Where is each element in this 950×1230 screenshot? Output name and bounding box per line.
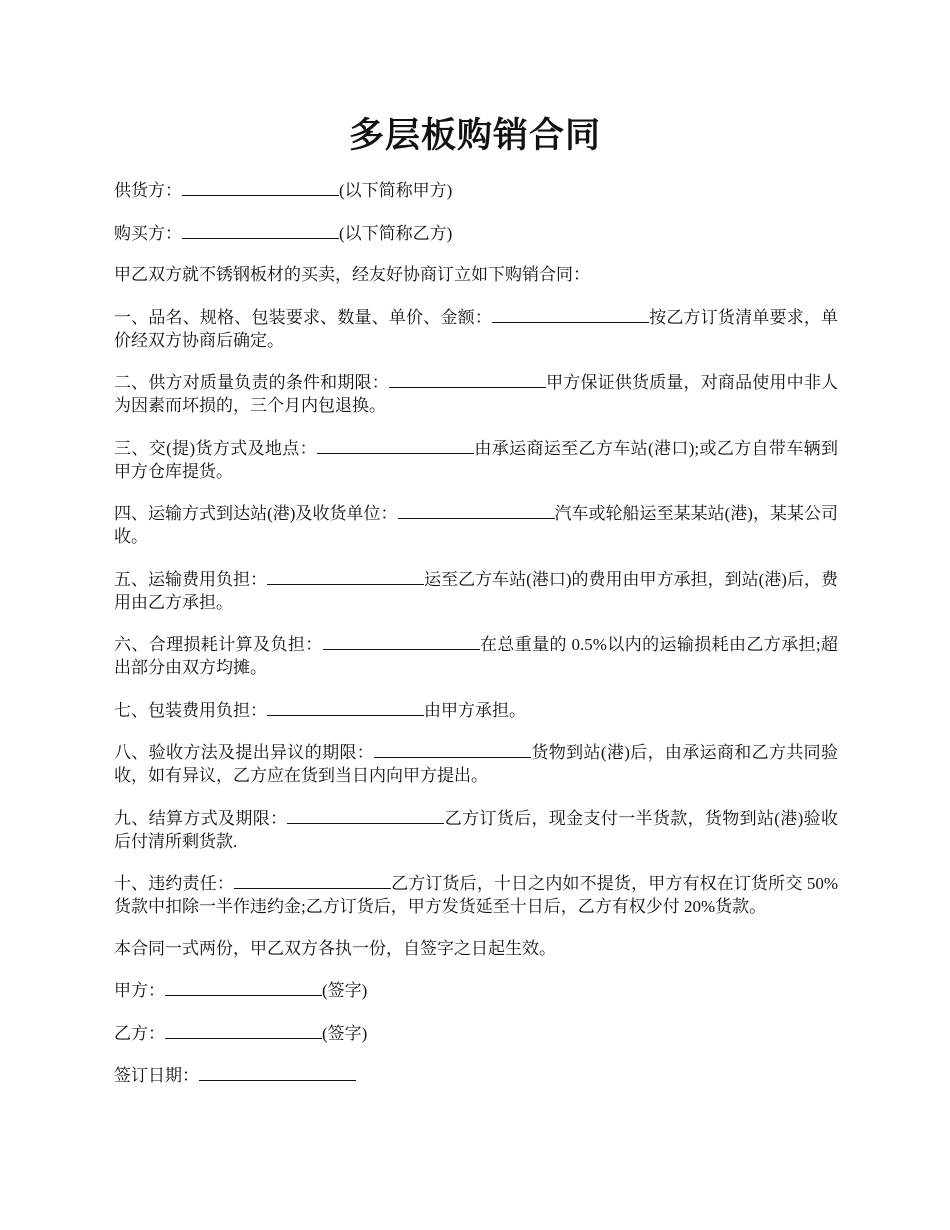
clause-text: 乙方订货后，现金支付一半货款，货物到站(港)验收后付清所剩货款.	[114, 808, 838, 851]
clause-label: 七、包装费用负担：	[114, 700, 267, 720]
clause-text: 乙方订货后，十日之内如不提货，甲方有权在订货所交 50%货款中扣除一半作违约金;乙方订货后，甲方发货延至十日后，乙方有权少付 20%货款。	[114, 874, 839, 916]
paragraph-text-before: 购买方：	[114, 223, 182, 243]
signature-note: (签字)	[322, 1023, 368, 1043]
paragraph-text-after: (以下简称乙方)	[339, 223, 453, 243]
date-label: 签订日期：	[114, 1066, 199, 1085]
blank-line	[234, 871, 391, 889]
clause-text: 按乙方订货清单要求，单价经双方协商后确定。	[114, 307, 838, 350]
signature-label: 甲方：	[114, 981, 165, 1000]
clause-6	[114, 632, 838, 679]
blank-line	[389, 370, 546, 388]
blank-line	[398, 501, 555, 519]
clause-label: 八、验收方法及提出异议的期限：	[114, 743, 375, 762]
signing-date-line	[114, 1063, 838, 1087]
clause-text: 货物到站(港)后，由承运商和乙方共同验收，如有异议，乙方应在货到当日内向甲方提出。	[114, 743, 839, 785]
effective-clause	[114, 937, 838, 960]
clause-3	[114, 436, 838, 483]
party-b-signature-line	[114, 1021, 838, 1045]
paragraph-text-after: (以下简称甲方)	[339, 181, 453, 200]
clause-2	[114, 370, 838, 417]
party-a-signature-line	[114, 978, 838, 1002]
intro-paragraph	[114, 263, 838, 286]
clause-label: 二、供方对质量负责的条件和期限：	[114, 373, 389, 392]
paragraph-text: 甲乙双方就不锈钢板材的买卖，经友好协商订立如下购销合同：	[114, 265, 590, 284]
clause-10	[114, 871, 838, 918]
clause-text: 在总重量的 0.5%以内的运输损耗由乙方承担;超出部分由双方均摊。	[114, 635, 839, 677]
blank-line	[287, 806, 444, 824]
clause-8	[114, 740, 838, 787]
signature-note: (签字)	[322, 981, 368, 1000]
blank-line	[267, 698, 424, 716]
buyer-line	[114, 221, 838, 245]
clause-text: 由甲方承担。	[424, 700, 526, 720]
blank-line	[165, 978, 322, 996]
clause-label: 三、交(提)货方式及地点：	[114, 438, 318, 458]
clause-4	[114, 501, 838, 548]
blank-line	[374, 740, 531, 758]
clause-text: 由承运商运至乙方车站(港口);或乙方自带车辆到甲方仓库提货。	[114, 438, 838, 481]
blank-line	[267, 567, 424, 585]
clause-5	[114, 567, 838, 614]
blank-line	[492, 305, 649, 323]
paragraph-text: 本合同一式两份，甲乙双方各执一份，自签字之日起生效。	[114, 938, 556, 958]
clause-label: 九、结算方式及期限：	[114, 808, 288, 828]
clause-label: 十、违约责任：	[114, 874, 234, 893]
clause-7	[114, 698, 838, 722]
clause-1	[114, 305, 838, 352]
clause-text: 汽车或轮船运至某某站(港)，某某公司收。	[114, 504, 838, 546]
blank-line	[317, 436, 474, 454]
paragraph-text-before: 供货方：	[114, 181, 182, 200]
blank-line	[182, 221, 339, 239]
clause-text: 甲方保证供货质量，对商品使用中非人为因素而坏损的，三个月内包退换。	[114, 373, 839, 415]
blank-line	[165, 1021, 322, 1039]
blank-line	[323, 632, 480, 650]
signature-label: 乙方：	[114, 1023, 165, 1043]
clause-text: 运至乙方车站(港口)的费用由甲方承担，到站(港)后，费用由乙方承担。	[114, 569, 838, 612]
blank-line	[199, 1063, 356, 1081]
document-body	[114, 178, 838, 1106]
supplier-line	[114, 178, 838, 202]
clause-9	[114, 806, 838, 853]
blank-line	[182, 178, 339, 196]
clause-label: 五、运输费用负担：	[114, 569, 268, 589]
document-title: 多层板购销合同	[348, 116, 601, 155]
clause-label: 一、品名、规格、包装要求、数量、单价、金额：	[114, 307, 492, 327]
clause-label: 六、合理损耗计算及负担：	[114, 635, 323, 654]
clause-label: 四、运输方式到达站(港)及收货单位：	[114, 504, 398, 523]
